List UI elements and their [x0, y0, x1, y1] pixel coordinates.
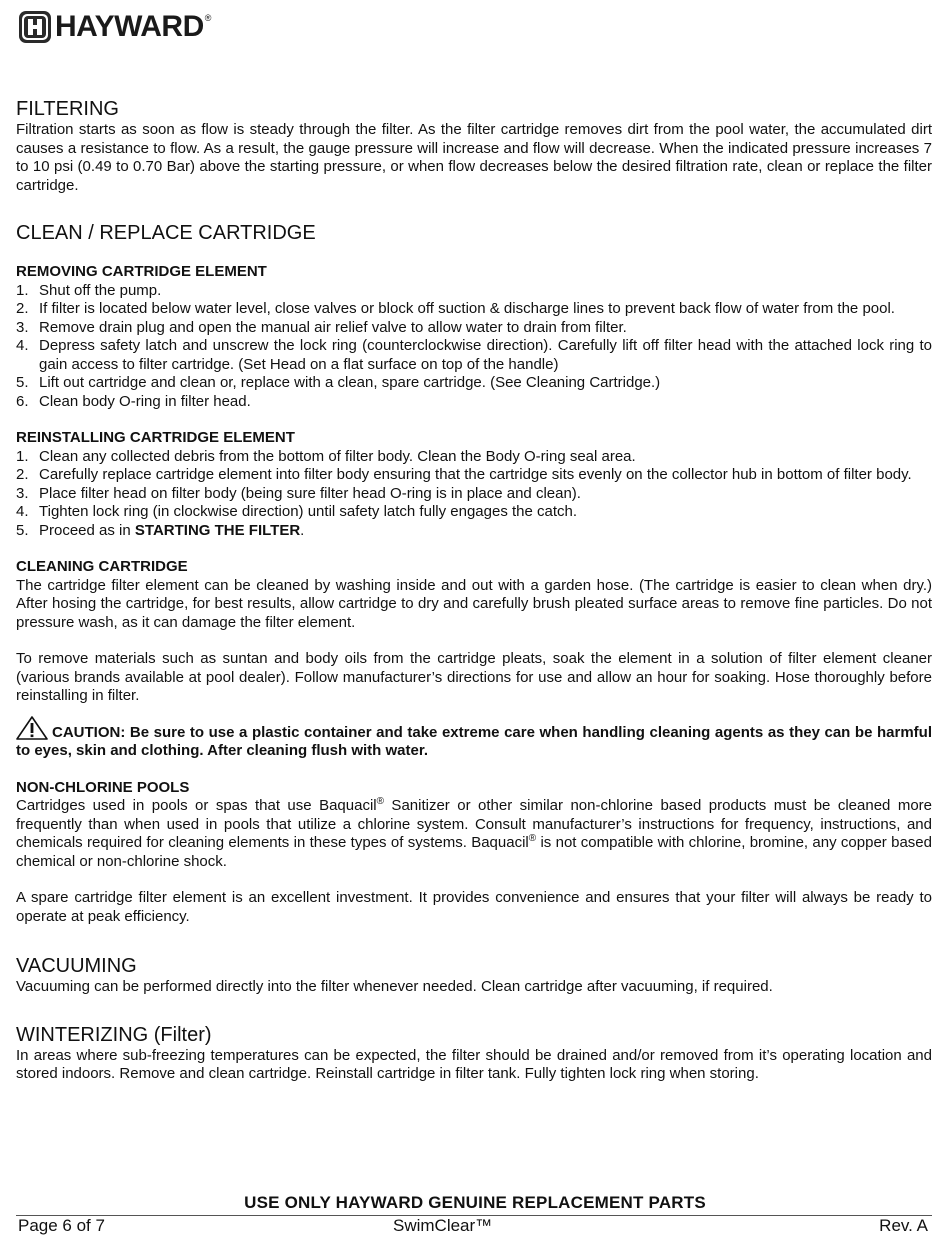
- list-text: Place filter head on filter body (being sure filter head O-ring is in place and clean).: [39, 484, 581, 502]
- list-number: 2.: [16, 466, 29, 483]
- page-footer: [18, 1216, 928, 1238]
- cleaning-paragraph-2: To remove materials such as suntan and body oils from the cartridge pleats, soak the element in a solution of filter element cleaner (various brands available at pool dealer). Follow manufacturer’s directions for use and allow an hour for soaking. Hose thoroughly before reinstalling in filter.: [16, 650, 932, 704]
- brand-name: HAYWARD: [55, 10, 204, 43]
- product-name: SwimClear™: [393, 1216, 493, 1235]
- removing-list: [16, 282, 932, 412]
- list-item: [16, 374, 932, 393]
- list-number: 1.: [16, 447, 29, 465]
- cleaning-heading: CLEANING CARTRIDGE: [16, 558, 188, 575]
- list-item: [16, 466, 932, 485]
- non-chlorine-text: [16, 797, 932, 871]
- filtering-text: Filtration starts as soon as flow is steady through the filter. As the filter cartridge removes dirt from the pool water, the accumulated dirt causes a resistance to flow. As a result, the gauge pressure will increase and flow will decrease. When the indicated pressure increases 7 to 10 psi (0.49 to 0.70 Bar) above the starting pressure, or when flow decreases below the desired filtration rate, clean or replace the filter cartridge.: [16, 121, 932, 194]
- caution-text: CAUTION: Be sure to use a plastic container and take extreme care when handling cleaning agents as they can be harmful to eyes, skin and clothing. After cleaning flush with water.: [16, 723, 932, 759]
- genuine-parts-notice: USE ONLY HAYWARD GENUINE REPLACEMENT PARTS: [244, 1193, 706, 1212]
- registered-mark: ®: [376, 796, 384, 807]
- list-item: [16, 319, 932, 338]
- list-item: [16, 485, 932, 504]
- winterizing-text: In areas where sub-freezing temperatures can be expected, the filter should be drained and/or removed from it’s operating location and stored indoors. Remove and clean cartridge. Reinstall cartridge in filter tank. Fully tighten lock ring when storing.: [16, 1046, 932, 1082]
- list-text: If filter is located below water level, close valves or block off suction & discharge lines to prevent back flow of water from the pool.: [39, 300, 895, 317]
- list-item: [16, 393, 932, 412]
- list-item: [16, 522, 932, 541]
- list-text: [39, 522, 932, 541]
- list-text-prefix: Proceed as in: [39, 521, 135, 539]
- brand-registered-mark: ®: [204, 13, 212, 23]
- list-item: [16, 448, 932, 467]
- list-text: Clean body O-ring in filter head.: [39, 392, 251, 410]
- spare-cartridge-text: A spare cartridge filter element is an excellent investment. It provides convenience and ensures that your filter will always be ready to operate at peak efficiency.: [16, 889, 932, 925]
- reinstalling-list: [16, 448, 932, 541]
- list-text: Shut off the pump.: [39, 281, 162, 299]
- registered-mark: ®: [528, 833, 537, 844]
- list-number: 3.: [16, 484, 29, 502]
- caution-notice: [16, 716, 932, 761]
- list-number: 6.: [16, 392, 29, 410]
- hayward-logo: [18, 9, 211, 45]
- list-number: 3.: [16, 318, 29, 336]
- page-number: Page 6 of 7: [18, 1216, 105, 1235]
- list-text: Carefully replace cartridge element into filter body ensuring that the cartridge sits evenly on the collector hub in bottom of filter body.: [39, 466, 912, 483]
- list-text: Depress safety latch and unscrew the lock ring (counterclockwise direction). Carefully lift off filter head with the attached lock ring to gain access to filter cartridge. (Set Head on a flat surface on top of the handle): [39, 337, 932, 373]
- list-text: Tighten lock ring (in clockwise direction) until safety latch fully engages the catch.: [39, 503, 578, 520]
- hayward-logo-icon: [18, 10, 52, 44]
- list-text-suffix: .: [300, 521, 305, 539]
- starting-filter-reference: STARTING THE FILTER: [134, 521, 301, 539]
- removing-heading: REMOVING CARTRIDGE ELEMENT: [16, 263, 267, 280]
- non-chlorine-part-3: is not compatible with chlorine, bromine, any copper based chemical or non-chlorine shock.: [16, 834, 932, 870]
- winterizing-heading: WINTERIZING (Filter): [16, 1023, 212, 1046]
- non-chlorine-heading: NON-CHLORINE POOLS: [16, 778, 190, 796]
- clean-replace-heading: CLEAN / REPLACE CARTRIDGE: [16, 222, 316, 244]
- list-item: [16, 282, 932, 301]
- list-item: [16, 300, 932, 319]
- list-number: 5.: [16, 374, 29, 391]
- cleaning-paragraph-1: The cartridge filter element can be cleaned by washing inside and out with a garden hose. (The cartridge is easier to clean when dry.) After hosing the cartridge, for best results, allow cartridge to dry and carefully brush pleated surface areas to remove fine particles. Do not pressure wash, as it can damage the filter element.: [16, 576, 932, 631]
- filtering-heading: FILTERING: [16, 98, 119, 120]
- non-chlorine-part-2: Sanitizer or other similar non-chlorine based products must be cleaned more frequently than when used in pools that utilize a chlorine system. Consult manufacturer’s instructions for frequency, instructions, and chemicals required for cleaning elements in these types of systems. Baquacil: [16, 797, 932, 851]
- vacuuming-heading: VACUUMING: [16, 955, 137, 977]
- revision-label: Rev. A: [879, 1216, 928, 1235]
- list-number: 2.: [16, 300, 29, 317]
- list-item: [16, 503, 932, 522]
- list-number: 4.: [16, 503, 29, 520]
- list-number: 1.: [16, 281, 29, 299]
- list-text: Lift out cartridge and clean or, replace with a clean, spare cartridge. (See Cleaning Cartridge.): [39, 374, 661, 391]
- page-content: [16, 97, 932, 1084]
- list-number: 5.: [16, 521, 29, 539]
- list-text: Remove drain plug and open the manual air relief valve to allow water to drain from filter.: [39, 318, 627, 336]
- list-number: 4.: [16, 337, 29, 354]
- reinstalling-heading: REINSTALLING CARTRIDGE ELEMENT: [16, 429, 295, 446]
- list-item: [16, 337, 932, 374]
- list-text: Clean any collected debris from the bottom of filter body. Clean the Body O-ring seal area.: [39, 447, 636, 465]
- non-chlorine-part-1: Cartridges used in pools or spas that use Baquacil: [16, 797, 377, 814]
- vacuuming-text: Vacuuming can be performed directly into the filter whenever needed. Clean cartridge after vacuuming, if required.: [16, 978, 773, 995]
- warning-triangle-icon: [16, 716, 48, 740]
